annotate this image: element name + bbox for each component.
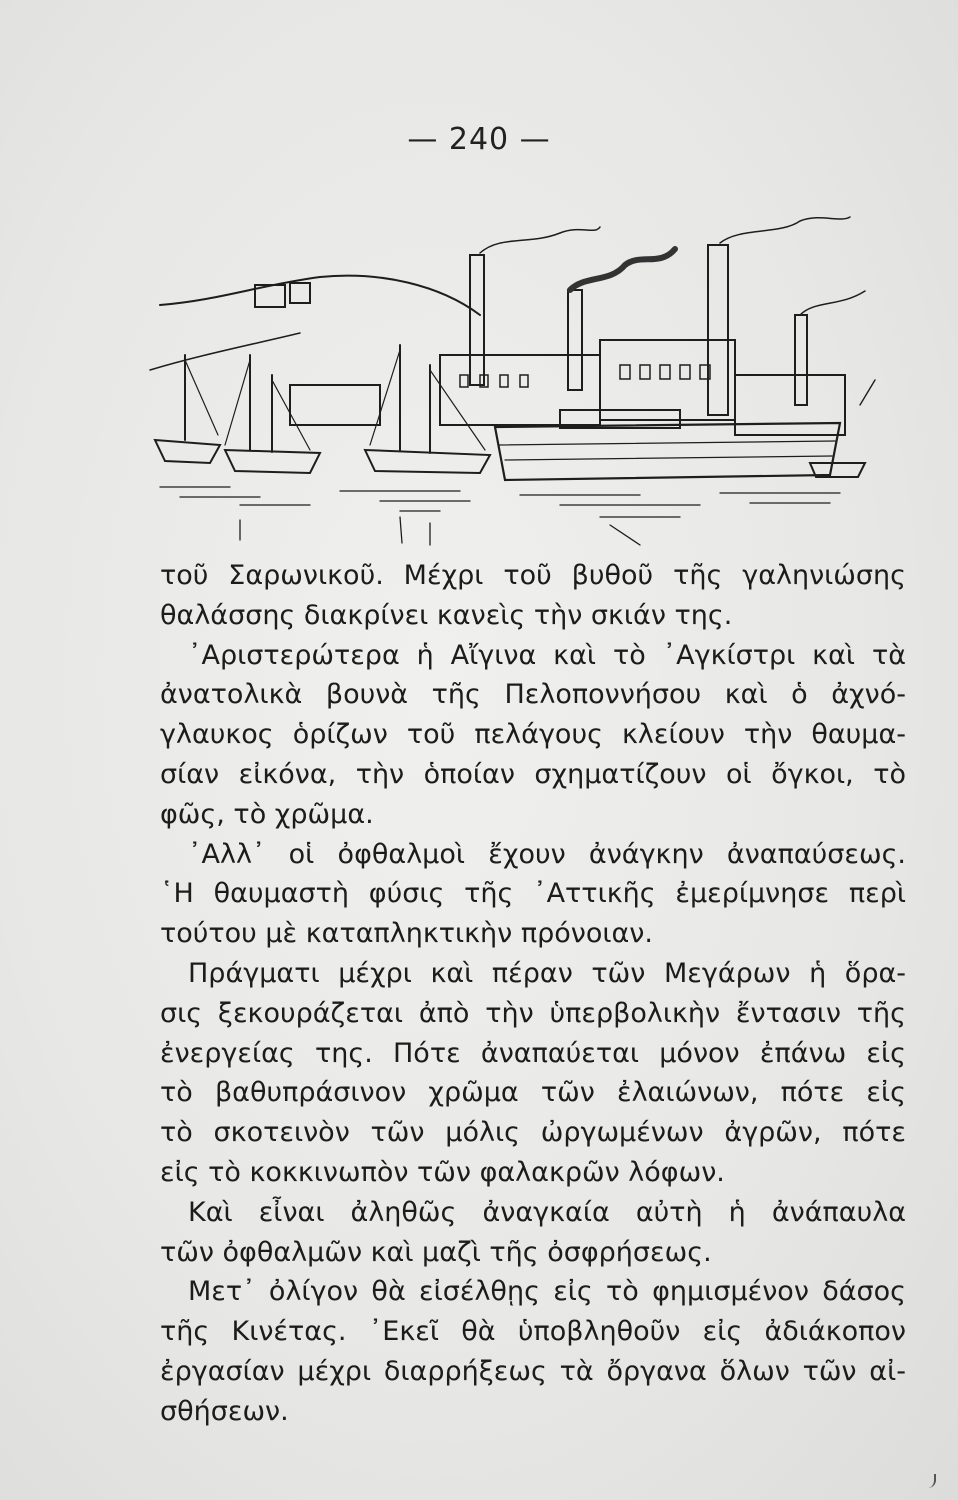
corner-mark [926, 1474, 936, 1488]
text-line: ᾿Αριστερώτερα ἡ Αἴγινα καὶ τὸ ᾿Αγκίστρι καὶ τὰ [188, 639, 906, 671]
text-line: τούτου μὲ καταπληκτικὴν πρόνοιαν. [160, 918, 653, 950]
text-line: Καὶ εἶναι ἀληθῶς ἀναγκαία αὐτὴ ἡ ἀνάπαυλα [188, 1196, 906, 1228]
text-line: σθήσεων. [160, 1395, 289, 1427]
text-line: τῶν ὀφθαλμῶν καὶ μαζὶ τῆς ὀσφρήσεως. [160, 1236, 712, 1268]
text-line: φῶς, τὸ χρῶμα. [160, 798, 374, 830]
text-line: τὸ βαθυπράσινον χρῶμα τῶν ἐλαιώνων, πότε εἰς [160, 1077, 906, 1109]
text-line: ἀνατολικὰ βουνὰ τῆς Πελοποννήσου καὶ ὁ ἀχνό- [160, 679, 906, 711]
text-line: τὸ σκοτεινὸν τῶν μόλις ὠργωμένων ἀγρῶν, πότε [160, 1117, 906, 1149]
text-line: ἐνεργείας της. Πότε ἀναπαύεται μόνον ἐπάνω εἰς [160, 1037, 906, 1069]
text-line: ἐργασίαν μέχρι διαρρήξεως τὰ ὄργανα ὅλων τῶν αἰ- [160, 1355, 906, 1387]
page-number: — 240 — [407, 122, 551, 157]
text-line: τῆς Κινέτας. ᾿Εκεῖ θὰ ὑποβληθοῦν εἰς ἀδιάκοπον [160, 1316, 906, 1348]
text-line: γλαυκος ὁρίζων τοῦ πελάγους κλείουν τὴν θαυμα- [160, 719, 906, 751]
text-line: εἰς τὸ κοκκινωπὸν τῶν φαλακρῶν λόφων. [160, 1156, 725, 1188]
factory-harbour-illustration [140, 205, 880, 555]
text-line: τοῦ Σαρωνικοῦ. Μέχρι τοῦ βυθοῦ τῆς γαληνιώσης [160, 560, 906, 591]
body-text [160, 556, 906, 1432]
text-line: ῾Η θαυμαστὴ φύσις τῆς ᾿Αττικῆς ἐμερίμνησε περὶ [160, 878, 906, 910]
harbour-illustration [140, 205, 880, 555]
text-line: σις ξεκουράζεται ἀπὸ τὴν ὑπερβολικὴν ἔντασιν τῆς [160, 997, 906, 1029]
text-line: σίαν εἰκόνα, τὴν ὁποίαν σχηματίζουν οἱ ὄγκοι, τὸ [160, 758, 906, 790]
text-line: Μετ᾿ ὀλίγον θὰ εἰσέλθῃς εἰς τὸ φημισμένον δάσος [188, 1276, 906, 1308]
text-line: Πράγματι μέχρι καὶ πέραν τῶν Μεγάρων ἡ ὅρα- [188, 957, 906, 989]
text-line: θαλάσσης διακρίνει κανεὶς τὴν σκιάν της. [160, 599, 733, 631]
text-line: ᾿Αλλ᾿ οἱ ὀφθαλμοὶ ἔχουν ἀνάγκην ἀναπαύσεως. [188, 838, 906, 870]
